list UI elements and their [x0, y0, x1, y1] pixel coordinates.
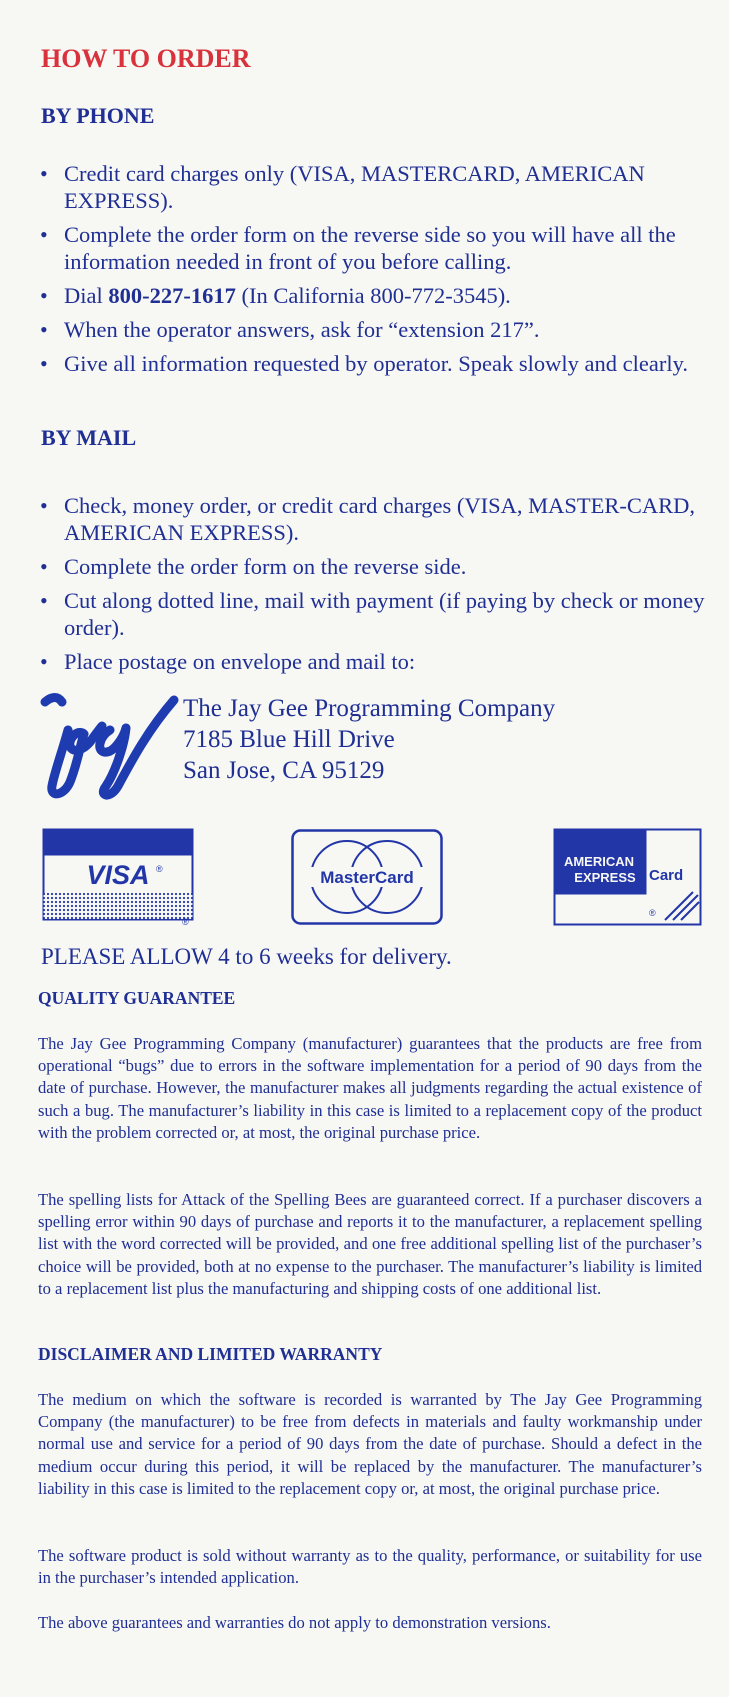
list-item: • Give all information requested by operator. Speak slowly and clearly. — [40, 351, 688, 376]
list-item: • Credit card charges only (VISA, MASTERCARD, AMERICAN EXPRESS). — [40, 161, 645, 213]
page-title: HOW TO ORDER — [41, 44, 251, 73]
svg-text:®: ® — [182, 917, 189, 926]
by-mail-heading: BY MAIL — [41, 425, 137, 450]
disclaimer-paragraph-3: The above guarantees and warranties do not apply to demonstration versions. — [38, 1613, 551, 1632]
list-item: • Cut along dotted line, mail with payment (if paying by check or money order). — [40, 588, 705, 640]
disclaimer-paragraph-1: The medium on which the software is recorded is warranted by The Jay Gee Programming Company (the manufacturer) to be free from defects in materials and faulty workmanship under normal use and service for a period of 90 days from the date of purchase. Should a defect in the medium occur during this period, it will be replaced by the manufacturer. The manufacturer’s liability in this case is limited to the replacement copy or, at most, the original purchase price. — [38, 1390, 702, 1498]
delivery-notice: PLEASE ALLOW 4 to 6 weeks for delivery. — [41, 944, 452, 969]
disclaimer-paragraph-2: The software product is sold without warranty as to the quality, performance, or suitability for use in the purchaser’s intended application. — [38, 1546, 702, 1588]
disclaimer-heading: DISCLAIMER AND LIMITED WARRANTY — [38, 1344, 383, 1364]
mailing-address — [183, 693, 555, 786]
list-item: • Complete the order form on the reverse side. — [40, 554, 467, 579]
svg-text:MasterCard: MasterCard — [320, 868, 414, 887]
mastercard-logo-icon — [291, 829, 443, 925]
mail-list — [38, 492, 706, 682]
amex-logo-icon — [553, 828, 702, 926]
list-item: • When the operator answers, ask for “extension 217”. — [40, 317, 540, 342]
svg-text:VISA: VISA — [86, 860, 150, 890]
list-item: • Dial 800-227-1617 (In California 800-772-3545). — [40, 283, 511, 308]
city-state-zip: San Jose, CA 95129 — [183, 757, 385, 784]
svg-text:EXPRESS: EXPRESS — [574, 870, 636, 885]
svg-text:®: ® — [156, 864, 163, 874]
by-phone-heading: BY PHONE — [41, 103, 155, 128]
company-name: The Jay Gee Programming Company — [183, 695, 556, 722]
visa-logo-icon — [42, 828, 194, 926]
street-address: 7185 Blue Hill Drive — [183, 726, 395, 753]
list-item: • Complete the order form on the reverse side so you will have all the information needed in front of you before calling. — [40, 222, 676, 274]
quality-paragraph-1: The Jay Gee Programming Company (manufacturer) guarantees that the products are free from operational “bugs” due to errors in the software implementation for a period of 90 days from the date of purchase. However, the manufacturer makes all judgments regarding the actual existence of such a bug. The manufacturer’s liability in this case is limited to a replacement copy of the product with the problem corrected or, at most, the original purchase price. — [38, 1034, 702, 1142]
jg-logo-icon — [40, 690, 180, 800]
list-item: • Place postage on envelope and mail to: — [40, 649, 416, 674]
quality-paragraph-2: The spelling lists for Attack of the Spelling Bees are guaranteed correct. If a purchaser discovers a spelling error within 90 days of purchase and reports it to the manufacturer, a replacement spelling list with the word corrected will be provided, and one free additional spelling list of the purchaser’s choice will be provided, both at no expense to the purchaser. The manufacturer’s liability is limited to a replacement list plus the manufacturing and shipping costs of one additional list. — [38, 1190, 702, 1298]
quality-guarantee-heading: QUALITY GUARANTEE — [38, 988, 236, 1008]
svg-text:AMERICAN: AMERICAN — [563, 854, 635, 869]
list-item: • Check, money order, or credit card charges (VISA, MASTER-CARD, AMERICAN EXPRESS). — [40, 493, 696, 545]
phone-number: 800-227-1617 — [108, 283, 236, 308]
svg-text:®: ® — [649, 908, 656, 918]
phone-list — [38, 160, 706, 384]
svg-text:Card: Card — [649, 867, 684, 884]
